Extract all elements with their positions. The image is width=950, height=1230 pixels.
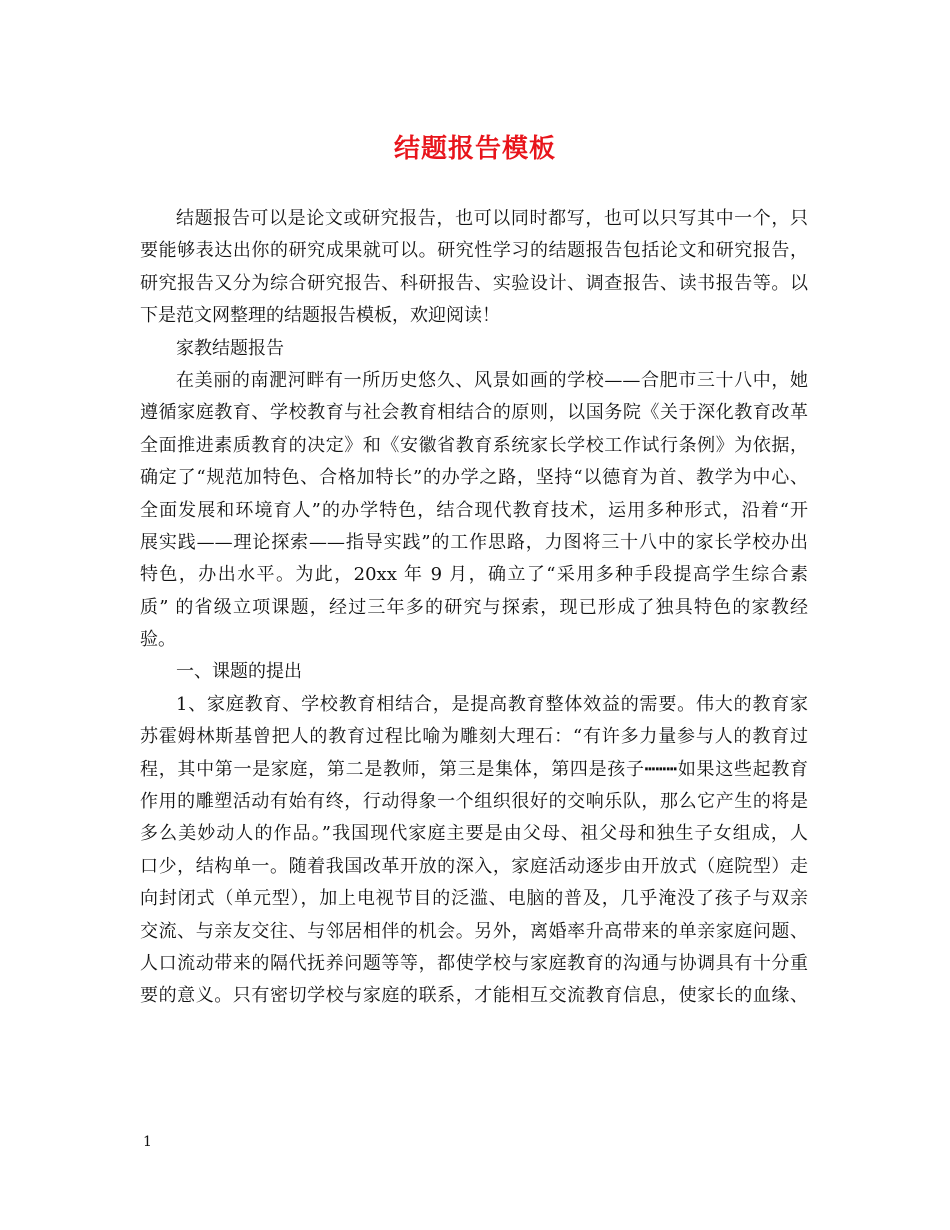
text-line: 在美丽的南淝河畔有一所历史悠久、风景如画的学校——合肥市三十八中，她 (176, 369, 808, 391)
text-line: 验。 (140, 629, 176, 651)
text-line: 多么美妙动人的作品。”我国现代家庭主要是由父母、祖父母和独生子女组成，人 (140, 823, 808, 845)
text-line: 下是范文网整理的结题报告模板，欢迎阅读！ (140, 305, 500, 327)
text-line: 苏霍姆林斯基曾把人的教育过程比喻为雕刻大理石：“有许多力量参与人的教育过 (140, 726, 808, 748)
text-line: 结题报告可以是论文或研究报告，也可以同时都写，也可以只写其中一个，只 (176, 208, 808, 229)
text-line: 家教结题报告 (176, 337, 284, 359)
text-line: 向封闭式（单元型），加上电视节目的泛滥、电脑的普及，几乎淹没了孩子与双亲 (140, 888, 808, 910)
text-line: 要能够表达出你的研究成果就可以。研究性学习的结题报告包括论文和研究报告， (140, 240, 808, 262)
text-line: 全面推进素质教育的决定》和《安徽省教育系统家长学校工作试行条例》为依据， (140, 434, 808, 456)
text-line: 交流、与亲友交往、与邻居相伴的机会。另外，离婚率升高带来的单亲家庭问题、 (140, 920, 808, 942)
text-line: 要的意义。只有密切学校与家庭的联系，才能相互交流教育信息，使家长的血缘、 (140, 985, 808, 1007)
text-line: 全面发展和环境育人”的办学特色，结合现代教育技术，运用多种形式，沿着“开 (140, 499, 808, 521)
text-line: 展实践——理论探索——指导实践”的工作思路，力图将三十八中的家长学校办出 (140, 531, 808, 553)
page-number: 1 (143, 1134, 152, 1150)
text-line: 遵循家庭教育、学校教育与社会教育相结合的原则，以国务院《关于深化教育改革 (140, 402, 808, 424)
text-line: 程，其中第一是家庭，第二是教师，第三是集体，第四是孩子┅┅┅如果这些起教育 (140, 758, 808, 780)
text-line: 质” 的省级立项课题，经过三年多的研究与探索，现已形成了独具特色的家教经 (140, 596, 808, 618)
text-line: 作用的雕塑活动有始有终，行动得象一个组织很好的交响乐队，那么它产生的将是 (140, 791, 808, 813)
document-title: 结题报告模板 (393, 134, 556, 164)
text-line: 特色，办出水平。为此，20xx 年 9 月，确立了“采用多种手段提高学生综合素 (140, 564, 808, 586)
text-line: 研究报告又分为综合研究报告、科研报告、实验设计、调查报告、读书报告等。以 (140, 272, 808, 294)
document-body (140, 203, 808, 1013)
text-line: 确定了“规范加特色、合格加特长”的办学之路，坚持“以德育为首、教学为中心、 (140, 467, 808, 489)
text-line: 一、课题的提出 (176, 661, 302, 683)
text-line: 人口流动带来的隔代抚养问题等等，都使学校与家庭教育的沟通与协调具有十分重 (140, 952, 808, 974)
text-line: 1、家庭教育、学校教育相结合，是提高教育整体效益的需要。伟大的教育家 (176, 693, 808, 715)
text-line: 口少，结构单一。随着我国改革开放的深入，家庭活动逐步由开放式（庭院型）走 (140, 855, 808, 877)
